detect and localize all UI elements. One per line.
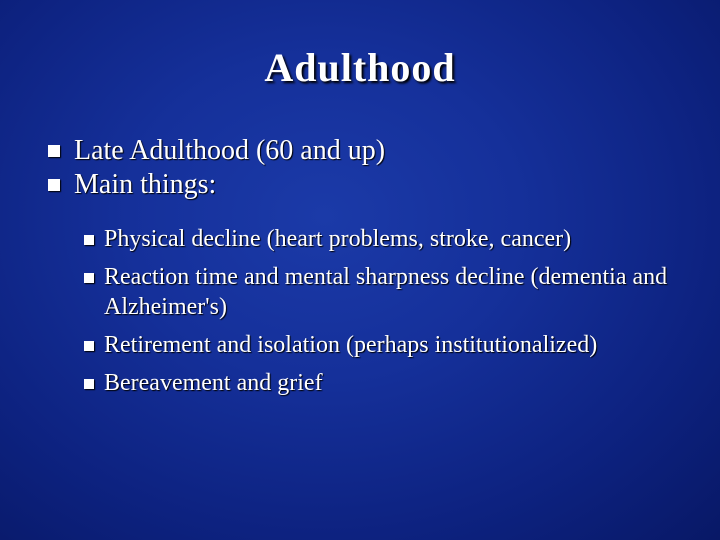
list-item bbox=[84, 368, 704, 398]
slide-title: Adulthood bbox=[264, 45, 456, 90]
bullet-text: Late Adulthood (60 and up) bbox=[74, 135, 386, 166]
list-item bbox=[84, 224, 704, 254]
square-bullet-icon bbox=[84, 235, 94, 245]
list-item bbox=[84, 330, 704, 360]
sub-bullet-text: Physical decline (heart problems, stroke, cancer) bbox=[104, 226, 572, 252]
square-bullet-icon bbox=[84, 341, 94, 351]
square-bullet-icon bbox=[84, 273, 94, 283]
list-item bbox=[48, 134, 385, 168]
square-bullet-icon bbox=[48, 145, 60, 157]
sub-bullet-text: Reaction time and mental sharpness decline (dementia and Alzheimer's) bbox=[104, 264, 668, 320]
list-item bbox=[48, 168, 385, 202]
bullet-list bbox=[48, 134, 385, 202]
bullet-text: Main things: bbox=[74, 169, 217, 200]
sub-bullet-list bbox=[84, 224, 704, 406]
square-bullet-icon bbox=[48, 179, 60, 191]
list-item bbox=[84, 262, 704, 322]
sub-bullet-text: Retirement and isolation (perhaps institutionalized) bbox=[104, 332, 598, 358]
square-bullet-icon bbox=[84, 379, 94, 389]
sub-bullet-text: Bereavement and grief bbox=[104, 370, 323, 396]
